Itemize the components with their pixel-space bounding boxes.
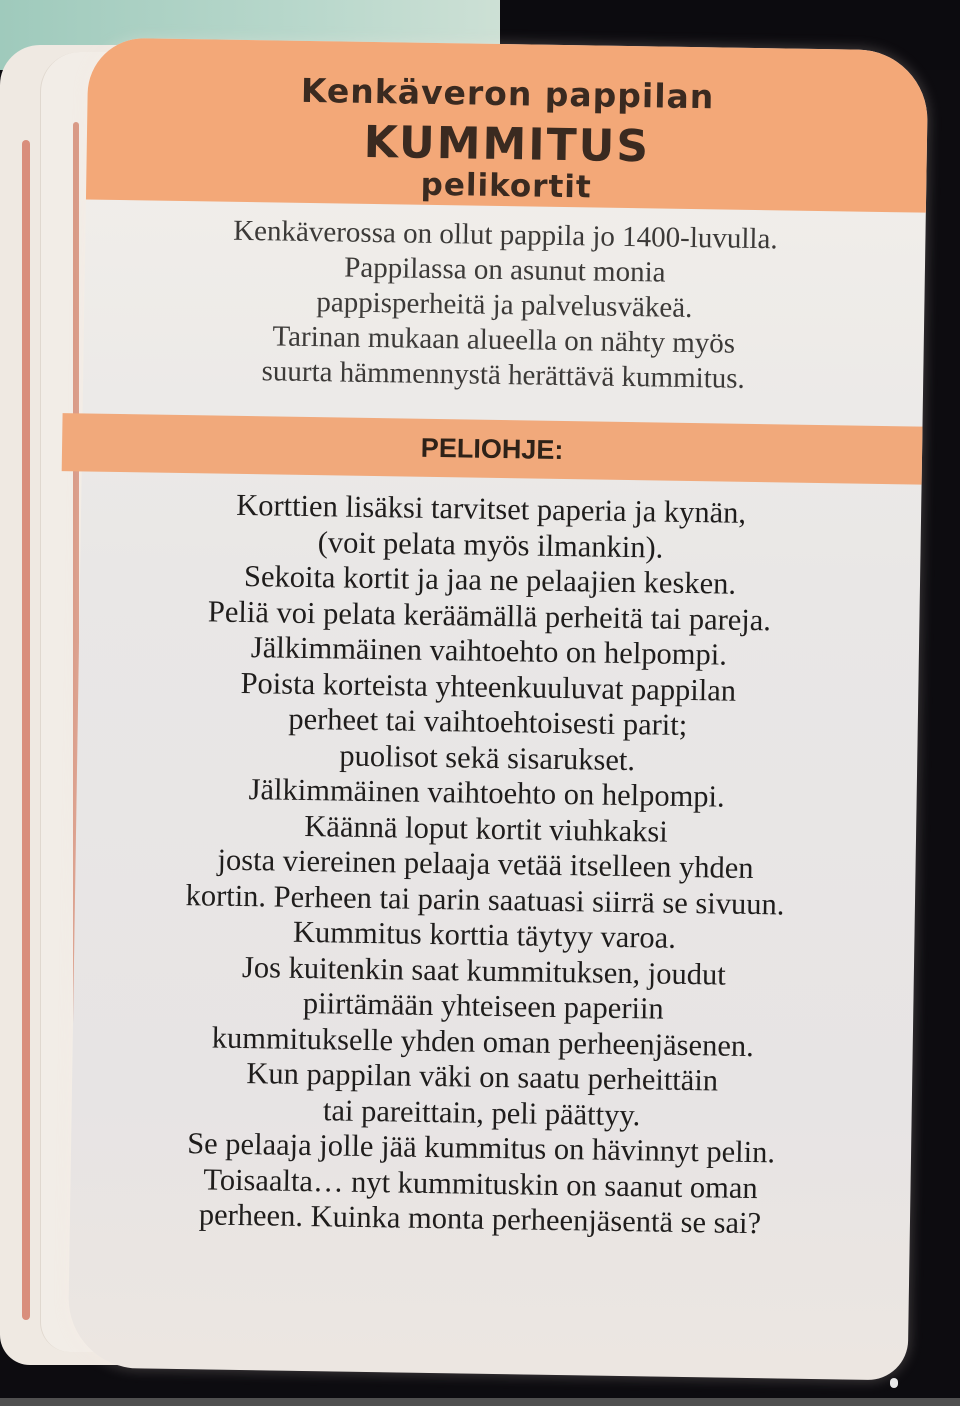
rule-line: piirtämään yhteiseen paperiin	[302, 985, 664, 1026]
card-edge-stripe	[22, 140, 30, 1320]
intro-text	[83, 211, 926, 399]
intro-line: Kenkäverossa on ollut pappila jo 1400-luvulla.	[232, 214, 778, 256]
rule-line: tai pareittain, peli päättyy.	[322, 1092, 641, 1132]
game-instruction-card	[68, 37, 929, 1380]
intro-line: Tarinan mukaan alueella on nähty myös	[272, 320, 736, 360]
rule-line: Se pelaaja jolle jää kummitus on hävinnyt pelin.	[186, 1126, 776, 1170]
rule-line: (voit pelata myös ilmankin).	[317, 524, 664, 565]
rule-line: josta viereinen pelaaja vetää itselleen yhden	[217, 842, 754, 886]
rule-line: Sekoita kortit ja jaa ne pelaajien kesken.	[243, 558, 737, 601]
rule-line: Kummitus korttia täytyy varoa.	[292, 914, 677, 955]
rule-line: Kun pappilan väki on saatu perheittäin	[246, 1056, 719, 1098]
rule-line: Toisaalta… nyt kummituskin on saanut oman	[203, 1161, 758, 1205]
rule-line: Jälkimmäinen vaihtoehto on helpompi.	[248, 772, 725, 814]
intro-line: Pappilassa on asunut monia	[343, 251, 666, 289]
card-subtitle-top: Kenkäveron pappilan	[300, 70, 715, 117]
intro-line: pappisperheitä ja palvelusväkeä.	[316, 286, 693, 325]
rule-line: Jälkimmäinen vaihtoehto on helpompi.	[250, 630, 728, 672]
section-title-band: PELIOHJE:	[62, 413, 923, 485]
rule-line: kortin. Perheen tai parin saatuasi siirrä se sivuun.	[185, 877, 785, 922]
card-subtitle-bottom: pelikortit	[420, 166, 593, 206]
card-title: KUMMITUS	[363, 116, 651, 173]
rule-line: kummitukselle yhden oman perheenjäsenen.	[211, 1020, 755, 1063]
card-header	[86, 37, 928, 212]
rule-line: perheen. Kuinka monta perheenjäsentä se sai?	[198, 1197, 762, 1241]
rule-line: Korttien lisäksi tarvitset paperia ja kynän,	[235, 487, 747, 530]
rules-text	[50, 485, 922, 1244]
intro-line: suurta hämmennystä herättävä kummitus.	[261, 355, 746, 395]
rule-line: Peliä voi pelata keräämällä perheitä tai pareja.	[207, 593, 772, 637]
bottom-edge	[0, 1398, 960, 1406]
rule-line: perheet tai vaihtoehtoisesti parit;	[288, 701, 688, 742]
rule-line: puolisot sekä sisarukset.	[339, 738, 636, 777]
rule-line: Jos kuitenkin saat kummituksen, joudut	[241, 949, 727, 992]
rule-line: Käännä loput kortit viuhkaksi	[304, 808, 669, 849]
rule-line: Poista korteista yhteenkuuluvat pappilan	[240, 665, 737, 708]
light-glint	[890, 1378, 898, 1388]
